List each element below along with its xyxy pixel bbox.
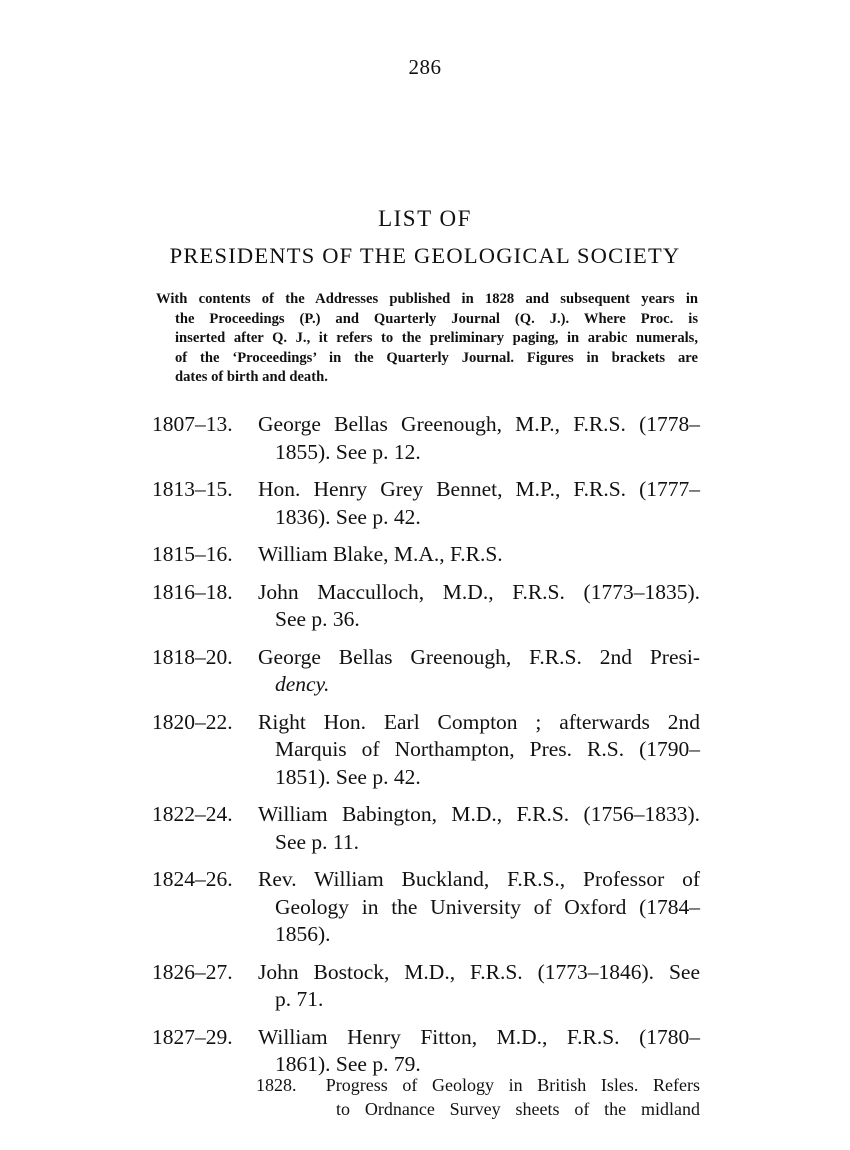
entry-body bbox=[258, 476, 700, 531]
entry-line: 1861). See p. 79. bbox=[275, 1052, 421, 1076]
president-entry bbox=[152, 476, 700, 531]
entry-line: p. 71. bbox=[275, 987, 324, 1011]
entry-years: 1818–20. bbox=[152, 644, 233, 669]
entry-body bbox=[258, 644, 700, 699]
entry-body bbox=[258, 801, 700, 856]
president-entry bbox=[152, 644, 700, 699]
entry-line: William Babington, M.D., F.R.S. (1756–1833). bbox=[258, 802, 700, 826]
entry-line: 1836). See p. 42. bbox=[275, 504, 421, 529]
address-year: 1828. bbox=[256, 1074, 297, 1095]
entry-body bbox=[258, 541, 700, 569]
entry-years: 1826–27. bbox=[152, 959, 233, 984]
entry-line: 1855). See p. 12. bbox=[275, 439, 421, 464]
entry-years: 1813–15. bbox=[152, 477, 233, 501]
entry-line: See p. 36. bbox=[275, 607, 360, 631]
entry-line: dency. bbox=[275, 672, 330, 696]
entry-line: William Blake, M.A., F.R.S. bbox=[258, 542, 503, 566]
entry-line: Geology in the University of Oxford (1784– bbox=[275, 894, 700, 919]
entry-body bbox=[258, 959, 700, 1014]
intro-paragraph bbox=[156, 290, 698, 388]
entry-line: George Bellas Greenough, F.R.S. 2nd Presi- bbox=[258, 644, 700, 669]
heading-line-1: LIST OF bbox=[378, 206, 472, 231]
entry-years: 1807–13. bbox=[152, 412, 233, 436]
address-line: to Ordnance Survey sheets of the midland bbox=[336, 1098, 700, 1119]
president-entry bbox=[152, 579, 700, 634]
entry-years: 1815–16. bbox=[152, 542, 233, 566]
page-number: 286 bbox=[408, 55, 442, 79]
entry-years: 1824–26. bbox=[152, 867, 233, 891]
president-entry bbox=[152, 411, 700, 466]
president-entry bbox=[152, 709, 700, 792]
entry-body bbox=[258, 1024, 700, 1079]
entry-body bbox=[258, 709, 700, 792]
address-text: Progress of Geology in British Isles. Refers bbox=[325, 1074, 701, 1095]
entry-body bbox=[258, 579, 700, 634]
entry-line: Rev. William Buckland, F.R.S., Professor of bbox=[258, 867, 700, 891]
president-entry bbox=[152, 959, 700, 1014]
intro-line: of the ‘Proceedings’ in the Quarterly Journal. Figures in brackets are bbox=[175, 349, 698, 366]
entry-line: John Bostock, M.D., F.R.S. (1773–1846). See bbox=[258, 959, 700, 984]
entry-body bbox=[258, 411, 700, 466]
president-entry bbox=[152, 541, 700, 569]
president-entry bbox=[152, 1024, 700, 1121]
intro-line: the Proceedings (P.) and Quarterly Journal (Q. J.). Where Proc. is bbox=[175, 310, 698, 327]
intro-line: With contents of the Addresses published in 1828 and subsequent years in bbox=[156, 291, 698, 307]
president-entry bbox=[152, 801, 700, 856]
intro-line: inserted after Q. J., it refers to the preliminary paging, in arabic numerals, bbox=[175, 330, 698, 346]
entry-years: 1820–22. bbox=[152, 709, 233, 734]
intro-line: dates of birth and death. bbox=[175, 369, 328, 385]
president-entry bbox=[152, 866, 700, 949]
heading-line-2: PRESIDENTS OF THE GEOLOGICAL SOCIETY bbox=[169, 243, 681, 268]
entry-line: George Bellas Greenough, M.P., F.R.S. (1778– bbox=[258, 412, 700, 436]
entry-line: 1851). See p. 42. bbox=[275, 764, 421, 789]
entry-body bbox=[258, 866, 700, 949]
entry-line: 1856). bbox=[275, 922, 331, 946]
address-line bbox=[256, 1073, 700, 1097]
entry-line: Marquis of Northampton, Pres. R.S. (1790– bbox=[275, 737, 700, 761]
entry-years: 1816–18. bbox=[152, 579, 233, 604]
entry-line: John Macculloch, M.D., F.R.S. (1773–1835). bbox=[258, 579, 700, 604]
presidents-list bbox=[152, 411, 700, 1131]
entry-line: William Henry Fitton, M.D., F.R.S. (1780– bbox=[258, 1024, 700, 1049]
address-entry bbox=[256, 1073, 700, 1121]
entry-line: See p. 11. bbox=[275, 829, 359, 854]
entry-years: 1822–24. bbox=[152, 802, 233, 826]
entry-line: Hon. Henry Grey Bennet, M.P., F.R.S. (1777– bbox=[258, 477, 700, 501]
entry-line: Right Hon. Earl Compton ; afterwards 2nd bbox=[258, 709, 700, 734]
entry-years: 1827–29. bbox=[152, 1024, 233, 1049]
